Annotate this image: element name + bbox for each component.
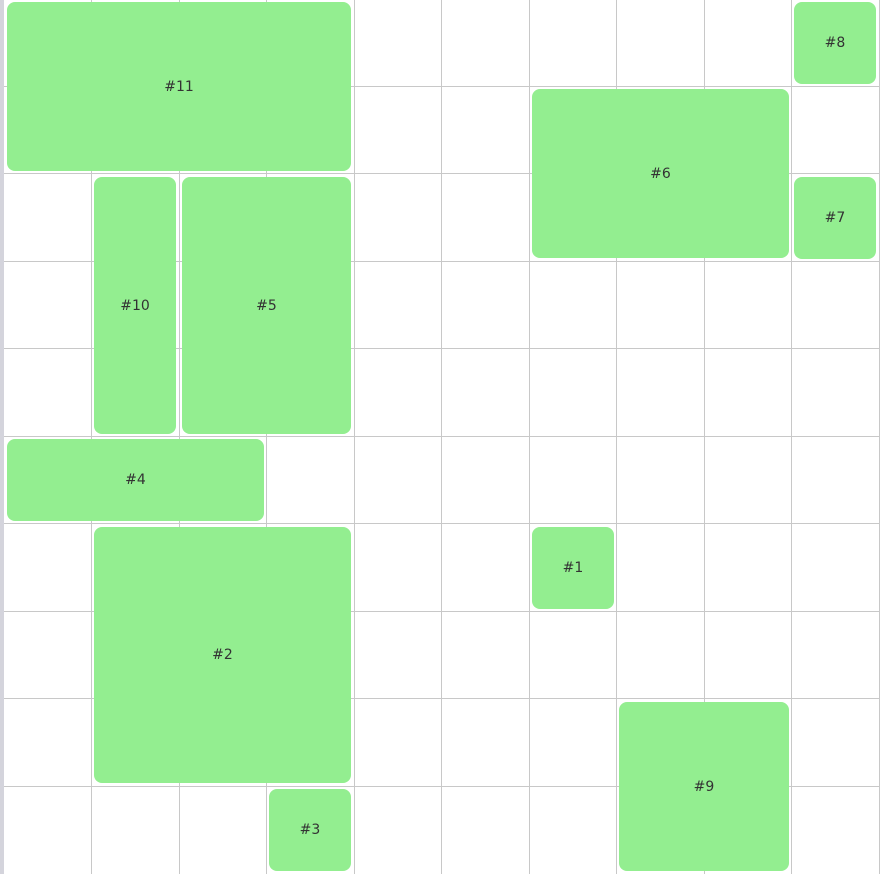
grid-line (529, 0, 530, 874)
tile-6[interactable]: #6 (532, 89, 789, 258)
tile-5[interactable]: #5 (182, 177, 351, 434)
grid-line (441, 0, 442, 874)
grid-line (4, 523, 880, 524)
grid-line (354, 0, 355, 874)
tile-8[interactable]: #8 (794, 2, 876, 84)
tile-11[interactable]: #11 (7, 2, 351, 171)
grid-line (4, 436, 880, 437)
tile-4[interactable]: #4 (7, 439, 264, 521)
tile-10[interactable]: #10 (94, 177, 176, 434)
tile-2[interactable]: #2 (94, 527, 351, 783)
tile-7[interactable]: #7 (794, 177, 876, 259)
grid-line (791, 0, 792, 874)
tile-9[interactable]: #9 (619, 702, 789, 871)
tile-3[interactable]: #3 (269, 789, 351, 871)
tile-1[interactable]: #1 (532, 527, 614, 609)
